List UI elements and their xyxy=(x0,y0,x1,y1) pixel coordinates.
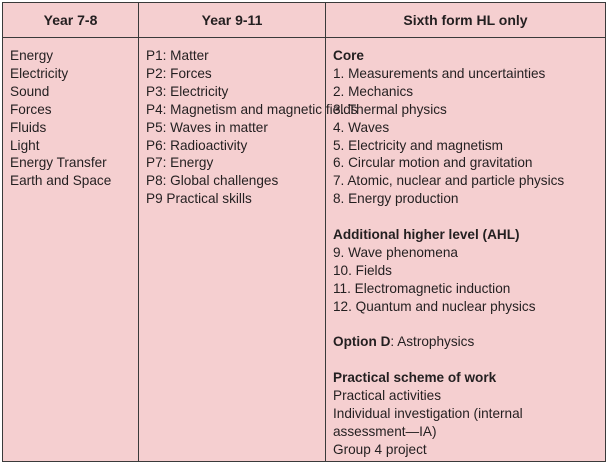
year-7-8-topic: Energy Transfer xyxy=(10,155,107,171)
year-7-8-topic: Earth and Space xyxy=(10,173,112,189)
ahl-topic: 10. Fields xyxy=(333,262,392,278)
curriculum-table-wrapper xyxy=(2,2,605,462)
option-text: : Astrophysics xyxy=(390,334,475,350)
option-section xyxy=(333,333,599,351)
header-sixth-form: Sixth form HL only xyxy=(326,3,606,38)
year-9-11-topic: P7: Energy xyxy=(146,155,214,171)
sixth-form-cell xyxy=(326,38,606,462)
ahl-heading: Additional higher level (AHL) xyxy=(333,227,520,243)
year-9-11-topic: P1: Matter xyxy=(146,48,209,63)
year-9-11-topic: P2: Forces xyxy=(146,65,212,81)
practical-item: Group 4 project xyxy=(333,441,427,457)
year-7-8-topic: Fluids xyxy=(10,119,47,135)
year-9-11-topic: P8: Global challenges xyxy=(146,173,279,189)
core-topic: 3. Thermal physics xyxy=(333,101,447,117)
practical-item: Individual investigation (internal assessment—IA) xyxy=(333,406,523,439)
header-year-9-11: Year 9-11 xyxy=(139,3,326,38)
core-topic: 2. Mechanics xyxy=(333,83,414,99)
year-7-8-topic: Light xyxy=(10,137,40,153)
year-7-8-topic: Energy xyxy=(10,48,54,63)
core-topic: 4. Waves xyxy=(333,119,390,135)
year-7-8-topic: Sound xyxy=(10,83,50,99)
ahl-section xyxy=(333,226,599,316)
year-7-8-topic: Forces xyxy=(10,101,52,117)
year-9-11-topic: P6: Radioactivity xyxy=(146,137,248,153)
core-heading: Core xyxy=(333,48,364,63)
core-topic: 6. Circular motion and gravitation xyxy=(333,155,533,171)
ahl-topic: 12. Quantum and nuclear physics xyxy=(333,298,536,314)
year-9-11-topic: P9 Practical skills xyxy=(146,191,252,207)
practical-section xyxy=(333,369,599,459)
core-topic: 7. Atomic, nuclear and particle physics xyxy=(333,173,565,189)
practical-item: Practical activities xyxy=(333,388,442,404)
core-topic: 5. Electricity and magnetism xyxy=(333,137,503,153)
core-section xyxy=(333,47,599,208)
year-7-8-topic: Electricity xyxy=(10,65,69,81)
year-9-11-topic: P5: Waves in matter xyxy=(146,119,268,135)
year-7-8-cell xyxy=(3,38,139,462)
year-9-11-topic: P3: Electricity xyxy=(146,83,229,99)
core-topic: 8. Energy production xyxy=(333,191,459,207)
header-row xyxy=(3,3,606,38)
content-row xyxy=(3,38,606,462)
year-9-11-topic: P4: Magnetism and magnetic fields xyxy=(146,101,358,117)
curriculum-table xyxy=(2,2,606,462)
core-topic: 1. Measurements and uncertainties xyxy=(333,65,546,81)
ahl-topic: 9. Wave phenomena xyxy=(333,244,458,260)
option-label: Option D xyxy=(333,334,391,350)
ahl-topic: 11. Electromagnetic induction xyxy=(333,280,511,296)
option-line xyxy=(333,333,599,351)
practical-heading: Practical scheme of work xyxy=(333,370,497,386)
header-year-7-8: Year 7-8 xyxy=(3,3,139,38)
